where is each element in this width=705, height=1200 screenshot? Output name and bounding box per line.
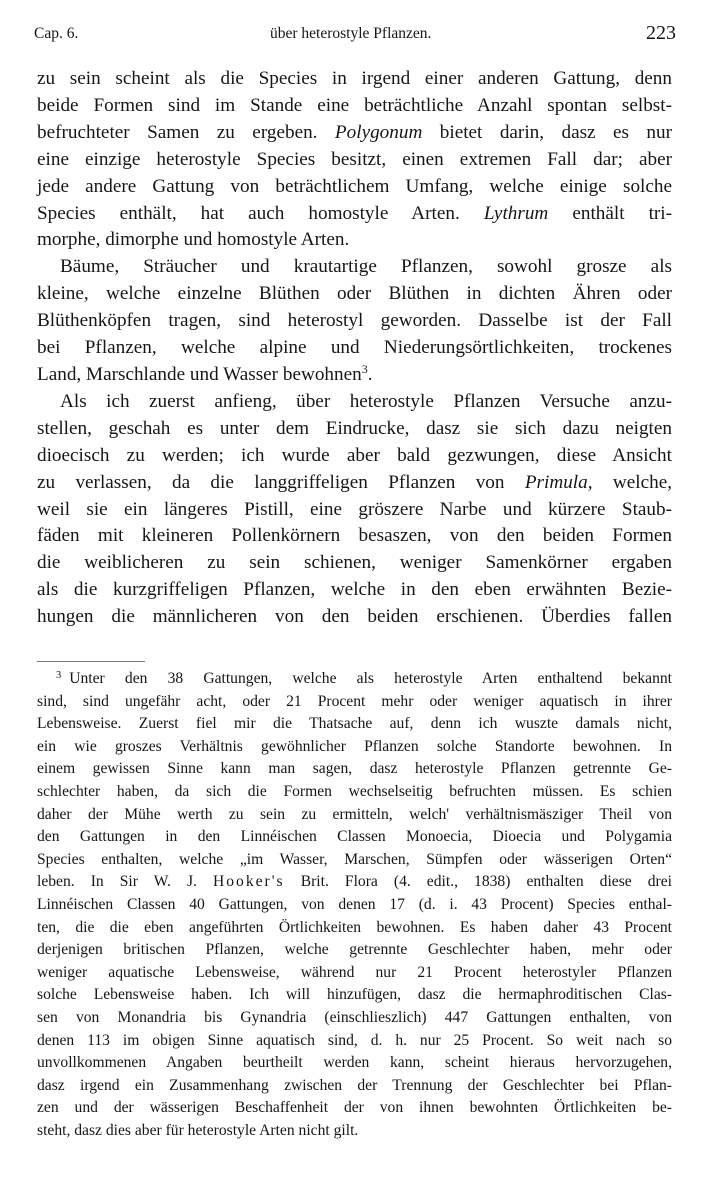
text-line: fäden mit kleineren Pollenkörnern besaszen, von den beiden Formen <box>37 525 672 547</box>
footnote-line: ein wie groszes Verhältnis gewöhnlicher Pflanzen solche Standorte bewohnen. In <box>37 737 672 755</box>
text-line: zu verlassen, da die langgriffeligen Pflanzen von Primula, welche, <box>37 471 673 493</box>
text-line: morphe, dimorphe und homostyle Arten. <box>37 229 350 251</box>
running-head <box>34 22 676 52</box>
text-line: beide Formen sind im Stande eine beträchtliche Anzahl spontan selbst- <box>37 94 672 116</box>
page-number: 223 <box>646 22 676 44</box>
footnote-line: Species enthalten, welche „im Wasser, Marschen, Sümpfen oder wässerigen Orten“ <box>37 850 672 868</box>
footnote-mark: 3 <box>56 670 62 681</box>
footnote-line: den Gattungen in den Linnéischen Classen Monoecia, Dioecia und Polygamia <box>37 828 672 846</box>
text-line: jede andere Gattung von beträchtlichem Umfang, welche einige solche <box>37 175 672 197</box>
text-line: eine einzige heterostyle Species besitzt, einen extremen Fall dar; aber <box>37 148 672 170</box>
footnote-line: Linnéischen Classen 40 Gattungen, von denen 17 (d. i. 43 Procent) Species enthal- <box>37 895 672 913</box>
text-line: Bäume, Sträucher und krautartige Pflanzen, sowohl grosze als <box>60 256 672 278</box>
text-line: kleine, welche einzelne Blüthen oder Blüthen in dichten Ähren oder <box>37 283 672 305</box>
footnote-line: Lebensweise. Zuerst fiel mir die Thatsache auf, denn ich wuszte damals nicht, <box>37 715 672 733</box>
footnote-rule <box>37 661 145 662</box>
text-line: Land, Marschlande und Wasser bewohnen$^3$. <box>37 361 373 385</box>
footnote-line: einem gewissen Sinne kann man sagen, dasz heterostyle Pflanzen getrennte Ge- <box>37 760 672 778</box>
footnote-line: weniger aquatische Lebensweise, während nur 21 Procent heterostyler Pflanzen <box>37 963 672 981</box>
footnote-line: daher der Mühe werth zu sein zu ermitteln, welch' verhältnismäsziger Theil von <box>37 805 672 823</box>
text-line: befruchteter Samen zu ergeben. Polygonum bietet darin, dasz es nur <box>37 121 672 143</box>
running-title: über heterostyle Pflanzen. <box>270 25 432 42</box>
footnote-reference: 3 <box>361 361 368 376</box>
footnote <box>37 668 672 1142</box>
text-line: als die kurzgriffeligen Pflanzen, welche in den eben erwähnten Bezie- <box>37 579 672 601</box>
paragraph-2 <box>37 254 672 389</box>
italic-genus: Polygonum <box>334 121 423 143</box>
footnote-line: sen von Monandria bis Gynandria (einschlieszlich) 447 Gattungen enthalten, von <box>37 1008 672 1026</box>
chapter-label: Cap. 6. <box>34 25 79 42</box>
italic-genus: Lythrum <box>483 202 549 224</box>
text-line: stellen, geschah es unter dem Eindrucke, dasz sie sich dazu neigten <box>37 417 672 439</box>
text-line: zu sein scheint als die Species in irgend einer anderen Gattung, denn <box>37 68 672 89</box>
paragraph-1 <box>37 66 672 254</box>
italic-genus: Primula, <box>524 471 593 493</box>
footnote-line: derjenigen britischen Pflanzen, welche getrennte Geschlechter haben, mehr oder <box>37 941 672 959</box>
text-line: weil sie ein längeres Pistill, eine gröszere Narbe und kürzere Staub- <box>37 498 672 520</box>
text-line: Species enthält, hat auch homostyle Arten. Lythrum enthält tri- <box>37 202 673 224</box>
footnote-line: leben. In Sir W. J. Hooker's Brit. Flora (4. edit., 1838) enthalten diese drei <box>37 873 673 891</box>
footnote-line: dasz irgend ein Zusammenhang zwischen der Trennung der Geschlechter bei Pflan- <box>37 1076 672 1094</box>
footnote-line: zen und der wässerigen Beschaffenheit der von ihnen bewohnten Örtlichkeiten be- <box>37 1099 672 1117</box>
author-name: Hooker's <box>212 873 285 891</box>
text-line: dioecisch zu werden; ich wurde aber bald gezwungen, diese Ansicht <box>37 444 672 466</box>
footnote-line: sind, sind ungefähr acht, oder 21 Procent mehr oder weniger aquatisch in ihrer <box>37 692 672 710</box>
text-line: hungen die männlicheren von den beiden erschienen. Überdies fallen <box>37 606 672 628</box>
footnote-line: schlechter haben, da sich die Formen wechselseitig befruchten müssen. Es schien <box>37 782 672 800</box>
text-line: Als ich zuerst anfieng, über heterostyle Pflanzen Versuche anzu- <box>60 390 672 412</box>
footnote-line: steht, dasz dies aber für heterostyle Arten nicht gilt. <box>37 1121 359 1139</box>
footnote-line: unvollkommenen Angaben beurtheilt werden kann, scheint hieraus hervorzugehen, <box>37 1054 672 1072</box>
footnote-line: ten, die die eben angeführten Örtlichkeiten bewohnen. Es haben daher 43 Procent <box>37 918 672 936</box>
paragraph-3 <box>37 389 672 631</box>
footnote-line: $^3$ Unter den 38 Gattungen, welche als heterostyle Arten enthaltend bekannt <box>56 670 672 687</box>
footnote-line: solche Lebensweise haben. Ich will hinzufügen, dasz die hermaphroditischen Clas- <box>37 986 672 1004</box>
text-line: bei Pflanzen, welche alpine und Niederungsörtlichkeiten, trockenes <box>37 337 672 359</box>
main-text <box>37 66 672 631</box>
footnote-line: denen 113 im obigen Sinne aquatisch sind, d. h. nur 25 Procent. So weit nach so <box>37 1031 672 1049</box>
text-line: die weiblicheren zu sein schienen, weniger Samenkörner ergaben <box>37 552 672 574</box>
text-line: Blüthenköpfen tragen, sind heterostyl geworden. Dasselbe ist der Fall <box>37 310 672 332</box>
